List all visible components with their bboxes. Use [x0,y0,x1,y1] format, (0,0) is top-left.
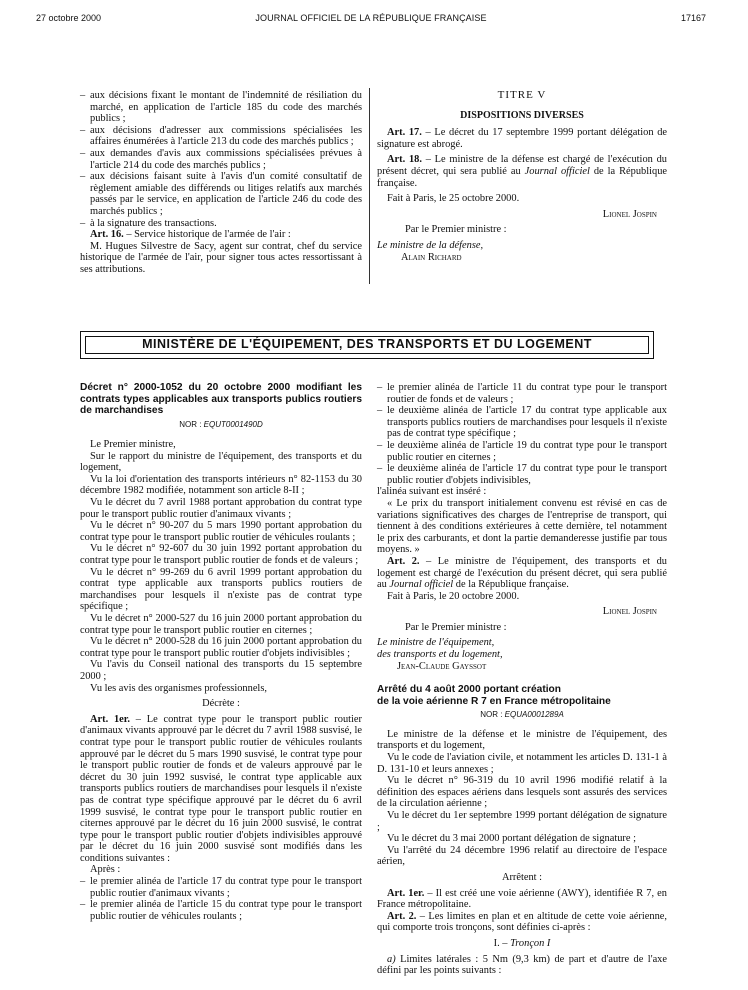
decret-column-left [80,382,362,922]
article-16-body: M. Hugues Silvestre de Sacy, agent sur contrat, chef du service historique de l'armée de l'air, pour signer tous actes ressortissant à ses attributions. [80,240,362,275]
list-item: – le premier alinéa de l'article 15 du contrat type pour le transport public routier de véhicules roulants ; [80,899,362,922]
decret-para: Vu le décret n° 2000-528 du 16 juin 2000 portant approbation du contrat type pour le transport public routier d'objets indivisibles ; [80,636,362,659]
decret-para: Vu la loi d'orientation des transports intérieurs n° 82-1153 du 30 décembre 1982 modifiée, notamment son article 8-II ; [80,473,362,497]
page-header [36,13,706,27]
limites-laterales: a) Limites latérales : 5 Nm (9,3 km) de part et d'autre de l'axe défini par les points suivants : [377,953,667,977]
journal-title: JOURNAL OFFICIEL DE LA RÉPUBLIQUE FRANÇAISE [255,13,487,23]
list-item: – à la signature des transactions. [80,218,362,230]
apres: Après : [90,864,121,876]
list-item: – aux décisions d'adresser aux commissions spécialisées les affaires énumérées à l'article 213 du code des marchés publics ; [80,125,362,148]
list-item: – le deuxième alinéa de l'article 19 du contrat type pour le transport public routier en citernes ; [377,440,667,463]
list-item: – le premier alinéa de l'article 17 du contrat type pour le transport public routier d'animaux vivants ; [80,876,362,899]
arrete-para: Le ministre de la défense et le ministre de l'équipement, des transports et du logement, [377,728,667,752]
article-16-heading: Art. 16. – Service historique de l'armée de l'air : [90,229,291,241]
decret-para: Vu l'avis du Conseil national des transports du 15 septembre 2000 ; [80,659,362,682]
arrete-title: de la voie aérienne R 7 en France métropolitaine [377,695,611,707]
arrete-para: Vu le décret du 3 mai 2000 portant délégation de signature ; [387,833,636,845]
article-18: Art. 18. – Le ministre de la défense est chargé de l'exécution du présent décret, qui sera publié au Journal officiel de la République française. [377,154,668,189]
list-item: – le deuxième alinéa de l'article 17 du contrat type applicable aux transports publics routiers de marchandises pour lesquels il n'existe pas de contrat type spécifique ; [377,405,667,440]
decret-para: Vu le décret n° 90-207 du 5 mars 1990 portant approbation du contrat type pour le transport public routier de véhicules roulants ; [80,520,362,543]
arrete-para: Vu le décret n° 96-319 du 10 avril 1996 modifié relatif à la définition des espaces aériens dans lesquels sont assurés des services de la circulation aérienne ; [377,775,667,810]
decret-para: Vu le décret n° 92-607 du 30 juin 1992 portant approbation du contrat type pour le transport public routier de fonds et de valeurs ; [80,543,362,567]
decret-article-2: Art. 2. – Le ministre de l'équipement, des transports et du logement est chargé de l'exécution du présent décret, qui sera publié au Journal officiel de la République française. [377,555,667,591]
par-premier-ministre: Par le Premier ministre : [405,621,507,633]
par-premier-ministre: Par le Premier ministre : [405,224,507,236]
list-item: – le premier alinéa de l'article 11 du contrat type pour le transport routier de fonds et de valeurs ; [377,382,667,405]
decret-article-1: Art. 1er. – Le contrat type pour le transport public routier d'animaux vivants approuvé par le décret du 7 avril 1988 susvisé, le contrat type pour le transport public routier de véhicules roulants approuvé par le décret du 5 mars 1990 susvisé, le contrat type pour le transport public routier de fonds et de valeurs approuvé par le décret du 30 juin 1992 susvisé, le contrat type applicable aux transports publics routiers de marchandises pour lesquels il n'existe pas de contrat type spécifique approuvé par le décret du 6 avril 1999 susvisé, le contrat type pour le transport public routier en citernes approuvé par le décret du 16 juin 2000 susvisé, le contrat type pour le transport public routier d'objets indivisibles approuvé par le décret du 16 juin 2000 susvisé sont modifiés dans les conditions suivantes : [80,713,362,864]
decret-para: Vu le décret n° 99-269 du 6 avril 1999 portant approbation du contrat type applicable aux transports publics routiers de marchandises pour lesquels il n'existe pas de contrat type spécifique ; [80,566,362,613]
decret-title: Décret n° 2000-1052 du 20 octobre 2000 modifiant les contrats types applicables aux transports publics routiers de marchandises [80,382,362,416]
ministry-banner: MINISTÈRE DE L'ÉQUIPEMENT, DES TRANSPORTS ET DU LOGEMENT [80,331,654,359]
decrete: Décrète : [202,698,240,710]
arrete-article-2: Art. 2. – Les limites en plan et en altitude de cette voie aérienne, qui comporte trois tronçons, sont définies ci-après : [377,910,667,934]
titre-heading: TITRE V [497,89,547,101]
header-date: 27 octobre 2000 [36,13,102,23]
inserted-quote: « Le prix du transport initialement convenu est révisé en cas de variations significatives des charges de l'entreprise de transport, qui tiennent à des conditions extérieures à cette dernière, tel notamment le prix des carburants, et dont la partie demanderesse justifie par tous moyens. » [377,497,667,556]
fait-a-paris: Fait à Paris, le 20 octobre 2000. [387,590,520,602]
article-17: Art. 17. – Le décret du 17 septembre 1999 portant délégation de signature est abrogé. [377,127,667,150]
column-divider [369,88,370,284]
ministre-name: Alain Richard [401,251,462,263]
page-number: 17167 [680,13,706,23]
list-item: – aux décisions faisant suite à l'avis d'un comité consultatif de règlement amiable des différends ou litiges relatifs aux marchés passés par le service, en application de l'article 246 du code des marchés publics ; [80,171,362,217]
arrete-nor: NOR : EQUA0001289A [480,710,564,720]
arrete-para: Vu le code de l'aviation civile, et notamment les articles D. 131-1 à D. 131-10 et leurs annexes ; [377,752,667,775]
ministre-title: des transports et du logement, [377,649,503,661]
arrete-title: Arrêté du 4 août 2000 portant création [377,684,561,696]
decret-column-right [377,382,667,977]
list-item: – le deuxième alinéa de l'article 17 du contrat type pour le transport public routier d'objets indivisibles, [377,463,667,486]
signatory: Lionel Jospin [602,208,657,220]
arrete-article-1: Art. 1er. – Il est créé une voie aérienne (AWY), identifiée R 7, en France métropolitaine. [377,887,667,911]
ministre-title: Le ministre de la défense, [377,239,484,251]
decret-para: Vu les avis des organismes professionnels, [90,682,267,694]
top-right-column [377,90,667,263]
ministre-title: Le ministre de l'équipement, [377,637,495,649]
top-left-column [80,90,362,276]
list-item: – aux demandes d'avis aux commissions spécialisées prévues à l'article 214 du code des marchés publics ; [80,148,362,171]
decret-para: Le Premier ministre, [90,439,176,451]
fait-a-paris: Fait à Paris, le 25 octobre 2000. [387,193,520,205]
arrete-para: Vu le décret du 1er septembre 1999 portant délégation de signature ; [377,810,667,833]
decret-para: Sur le rapport du ministre de l'équipement, des transports et du logement, [80,450,362,474]
arrete-para: Vu l'arrêté du 24 décembre 1996 relatif au directoire de l'espace aérien, [377,844,667,868]
arretent: Arrêtent : [501,871,543,883]
decret-nor: NOR : EQUT0001490D [179,419,263,429]
decret-para: Vu le décret du 7 avril 1988 portant approbation du contrat type pour le transport public routier d'animaux vivants ; [80,497,362,520]
signatory: Lionel Jospin [602,606,657,618]
decret-para: Vu le décret n° 2000-527 du 16 juin 2000 portant approbation du contrat type pour le transport public routier en citernes ; [80,613,362,636]
alinea: l'alinéa suivant est inséré : [377,486,487,498]
list-item: – aux décisions fixant le montant de l'indemnité de résiliation du marché, en application de l'article 185 du code des marchés publics ; [80,90,362,125]
ministre-name: Jean-Claude Gayssot [397,660,487,672]
dispositions-heading: DISPOSITIONS DIVERSES [460,109,584,121]
troncon-heading: I. – Tronçon I [493,937,551,949]
